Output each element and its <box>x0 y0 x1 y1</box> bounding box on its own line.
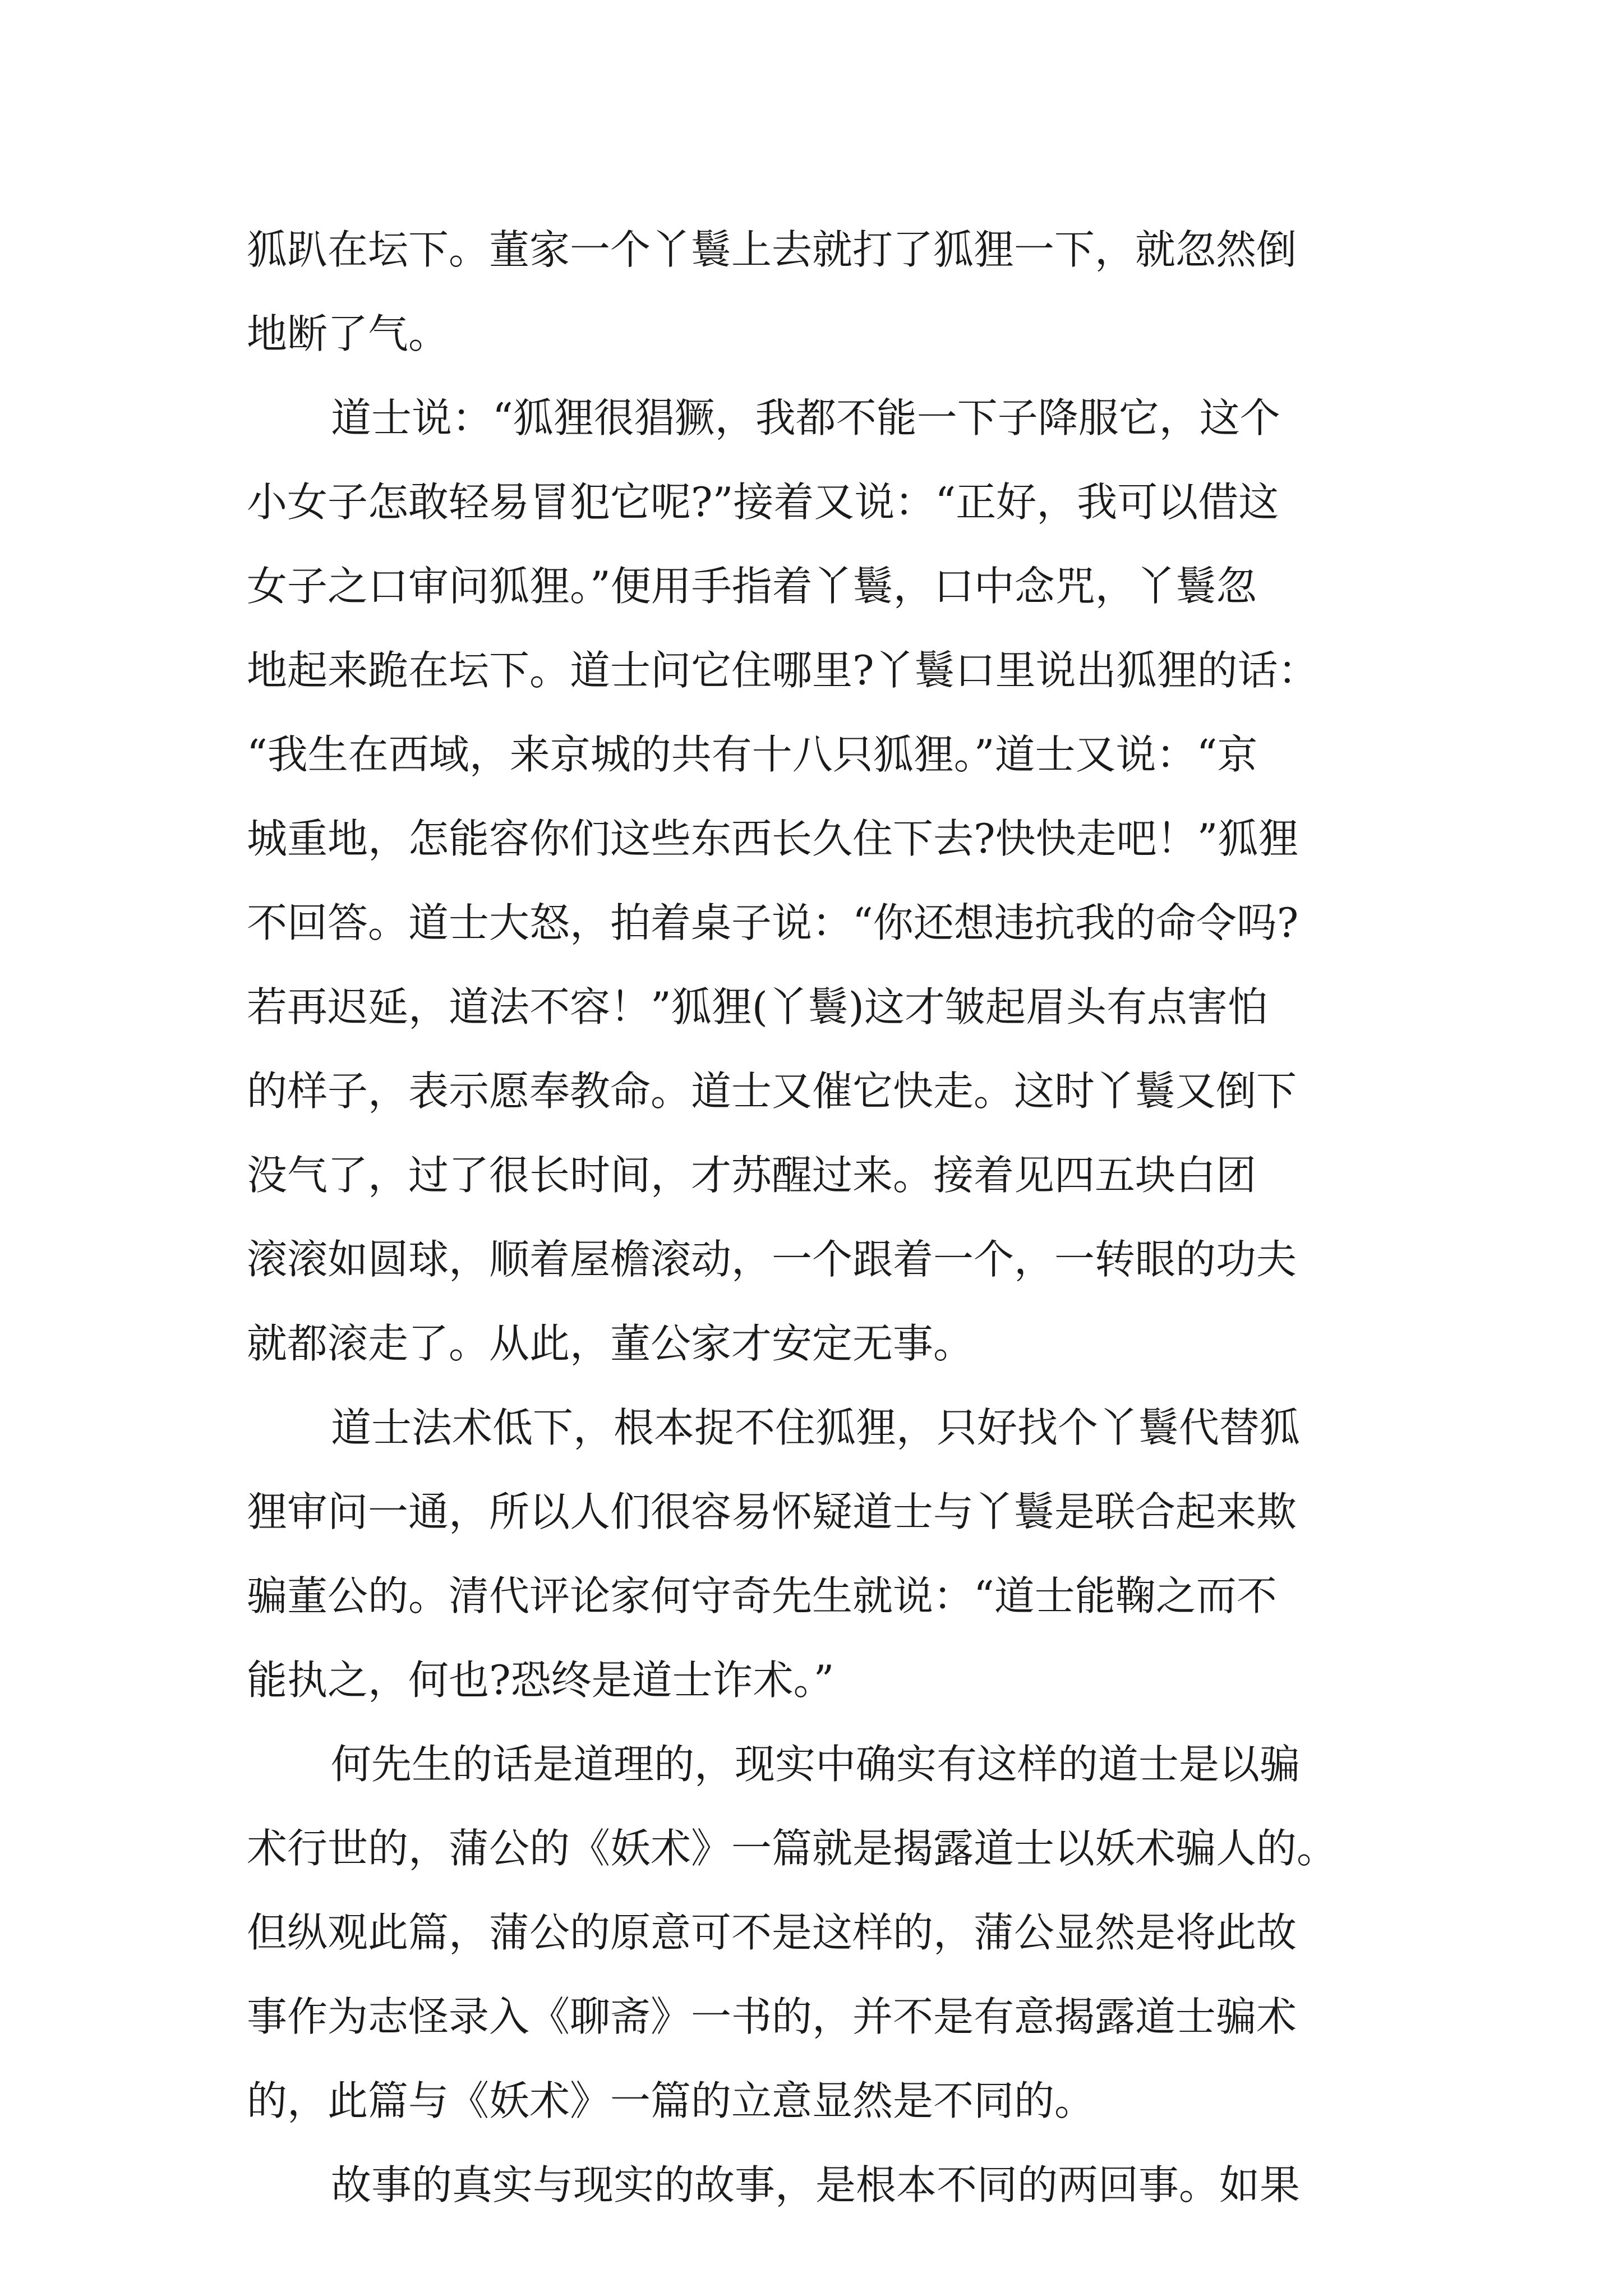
text-line: 滚滚如圆球，顺着屋檐滚动，一个跟着一个，一转眼的功夫 <box>247 1236 1297 1283</box>
text-line: 若再迟延，道法不容！”狐狸(丫鬟)这才皱起眉头有点害怕 <box>247 983 1268 1030</box>
text-line: 不回答。道士大怒，拍着桌子说：“你还想违抗我的命令吗? <box>247 899 1299 946</box>
text-line: 狐趴在坛下。董家一个丫鬟上去就打了狐狸一下，就忽然倒 <box>247 226 1297 273</box>
text-line: 没气了，过了很长时间，才苏醒过来。接着见四五块白团 <box>247 1152 1257 1199</box>
text-line: 的样子，表示愿奉教命。道士又催它快走。这时丫鬟又倒下 <box>247 1068 1297 1115</box>
text-line: 能执之，何也?恐终是道士诈术。” <box>247 1657 834 1704</box>
text-line: 故事的真实与现实的故事，是根本不同的两回事。如果 <box>331 2161 1301 2208</box>
text-line: 城重地，怎能容你们这些东西长久住下去?快快走吧！”狐狸 <box>247 815 1299 862</box>
text-line: “我生在西域，来京城的共有十八只狐狸。”道士又说：“京 <box>247 731 1258 778</box>
text-line: 术行世的，蒲公的《妖术》一篇就是揭露道士以妖术骗人的。 <box>247 1825 1338 1872</box>
text-line: 地断了气。 <box>247 310 449 357</box>
text-line: 事作为志怪录入《聊斋》一书的，并不是有意揭露道士骗术 <box>247 1993 1297 2040</box>
text-line: 狸审问一通，所以人们很容易怀疑道士与丫鬟是联合起来欺 <box>247 1488 1297 1535</box>
text-line: 何先生的话是道理的，现实中确实有这样的道士是以骗 <box>331 1741 1301 1788</box>
text-line: 女子之口审问狐狸。”便用手指着丫鬟，口中念咒，丫鬟忽 <box>247 563 1257 610</box>
text-line: 道士法术低下，根本捉不住狐狸，只好找个丫鬟代替狐 <box>331 1404 1301 1451</box>
text-line: 但纵观此篇，蒲公的原意可不是这样的，蒲公显然是将此故 <box>247 1909 1297 1956</box>
body-text <box>247 208 1424 2227</box>
text-line: 的，此篇与《妖术》一篇的立意显然是不同的。 <box>247 2077 1095 2124</box>
text-line: 道士说：“狐狸很猖獗，我都不能一下子降服它，这个 <box>331 394 1280 441</box>
text-line: 就都滚走了。从此，董公家才安定无事。 <box>247 1320 974 1367</box>
text-line: 地起来跪在坛下。道士问它住哪里?丫鬟口里说出狐狸的话： <box>247 647 1318 694</box>
text-line: 骗董公的。清代评论家何守奇先生就说：“道士能鞠之而不 <box>247 1572 1277 1619</box>
text-line: 小女子怎敢轻易冒犯它呢?”接着又说：“正好，我可以借这 <box>247 478 1279 526</box>
